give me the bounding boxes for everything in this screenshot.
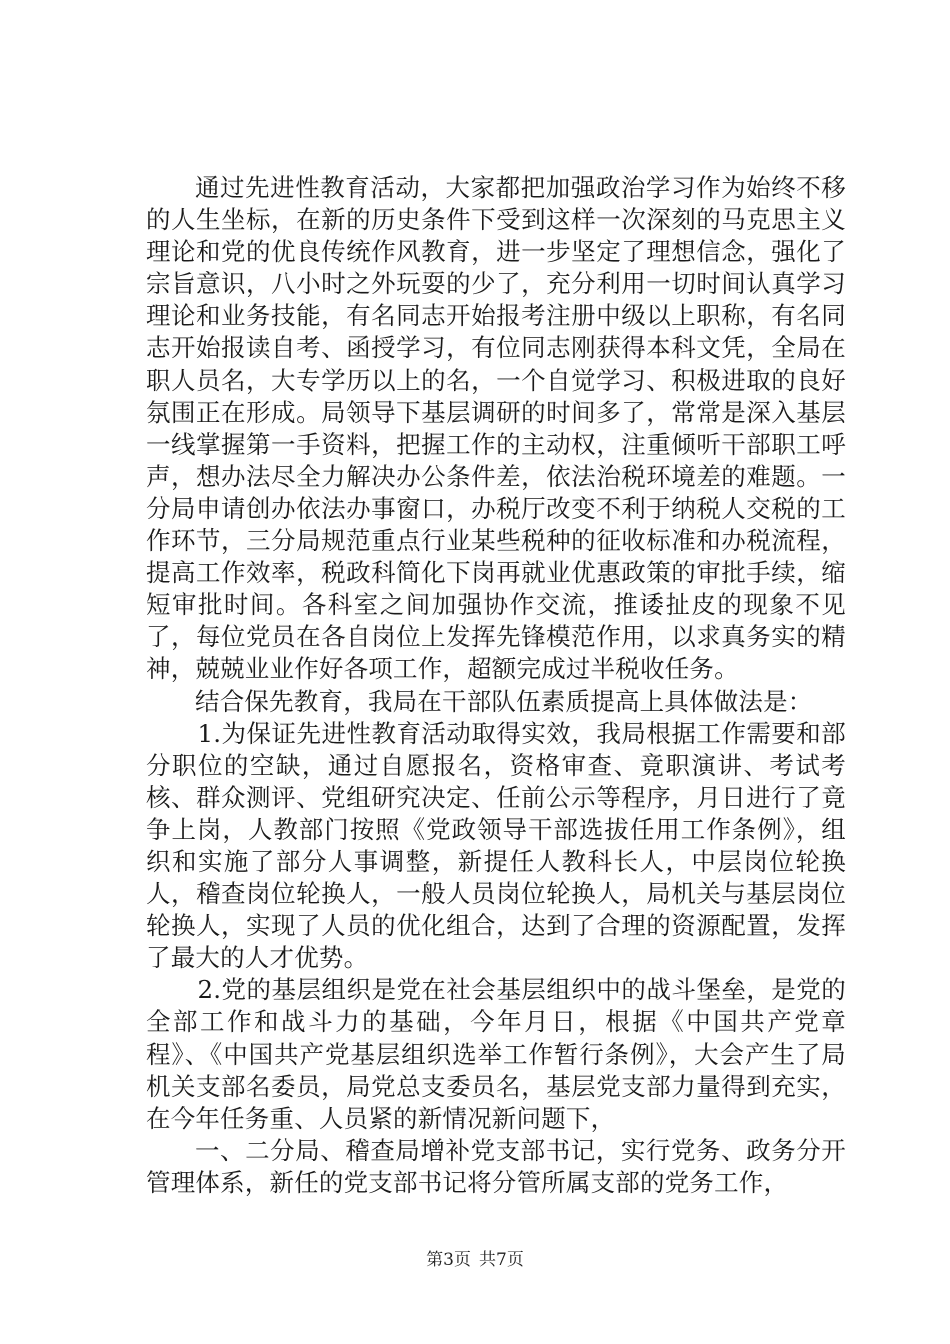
paragraph-continuation: 一、二分局、稽查局增补党支部书记，实行党务、政务分开管理体系，新任的党支部书记将分管所属支部的党务工作，	[146, 1135, 846, 1197]
paragraph-item-2: 2.党的基层组织是党在社会基层组织中的战斗堡垒，是党的全部工作和战斗力的基础，今年月日，根据《中国共产党章程》、《中国共产党基层组织选举工作暂行条例》，大会产生了局机关支部名委员，局党总支委员名，基层党支部力量得到充实，在今年任务重、人员紧的新情况新问题下，	[146, 975, 846, 1133]
document-body	[146, 172, 846, 1199]
paragraph-item-1: 1.为保证先进性教育活动取得实效，我局根据工作需要和部分职位的空缺，通过自愿报名，资格审查、竟职演讲、考试考核、群众测评、党组研究决定、任前公示等程序，月日进行了竟争上岗，人教部门按照《党政领导干部选拔任用工作条例》，组织和实施了部分人事调整，新提任人教科长人，中层岗位轮换人，稽查岗位轮换人，一般人员岗位轮换人，局机关与基层岗位轮换人，实现了人员的优化组合，达到了合理的资源配置，发挥了最大的人才优势。	[146, 718, 846, 973]
paragraph-intro-methods: 结合保先教育，我局在干部队伍素质提高上具体做法是：	[195, 686, 813, 716]
paragraph-activity-results: 通过先进性教育活动，大家都把加强政治学习作为始终不移的人生坐标，在新的历史条件下受到这样一次深刻的马克思主义理论和党的优良传统作风教育，进一步坚定了理想信念，强化了宗旨意识，八小时之外玩耍的少了，充分利用一切时间认真学习理论和业务技能，有名同志开始报考注册中级以上职称，有名同志开始报读自考、函授学习，有位同志刚获得本科文凭，全局在职人员名，大专学历以上的名，一个自觉学习、积极进取的良好氛围正在形成。局领导下基层调研的时间多了，常常是深入基层一线掌握第一手资料，把握工作的主动权，注重倾听干部职工呼声，想办法尽全力解决办公条件差，依法治税环境差的难题。一分局申请创办依法办事窗口，办税厅改变不利于纳税人交税的工作环节，三分局规范重点行业某些税种的征收标准和办税流程，提高工作效率，税政科简化下岗再就业优惠政策的审批手续，缩短审批时间。各科室之间加强协作交流，推诿扯皮的现象不见了，每位党员在各自岗位上发挥先锋模范作用，以求真务实的精神，兢兢业业作好各项工作，超额完成过半税收任务。	[146, 173, 846, 684]
page-total: 共7页	[479, 1250, 524, 1270]
page-footer	[0, 1245, 950, 1270]
page-number: 第3页	[426, 1250, 471, 1270]
